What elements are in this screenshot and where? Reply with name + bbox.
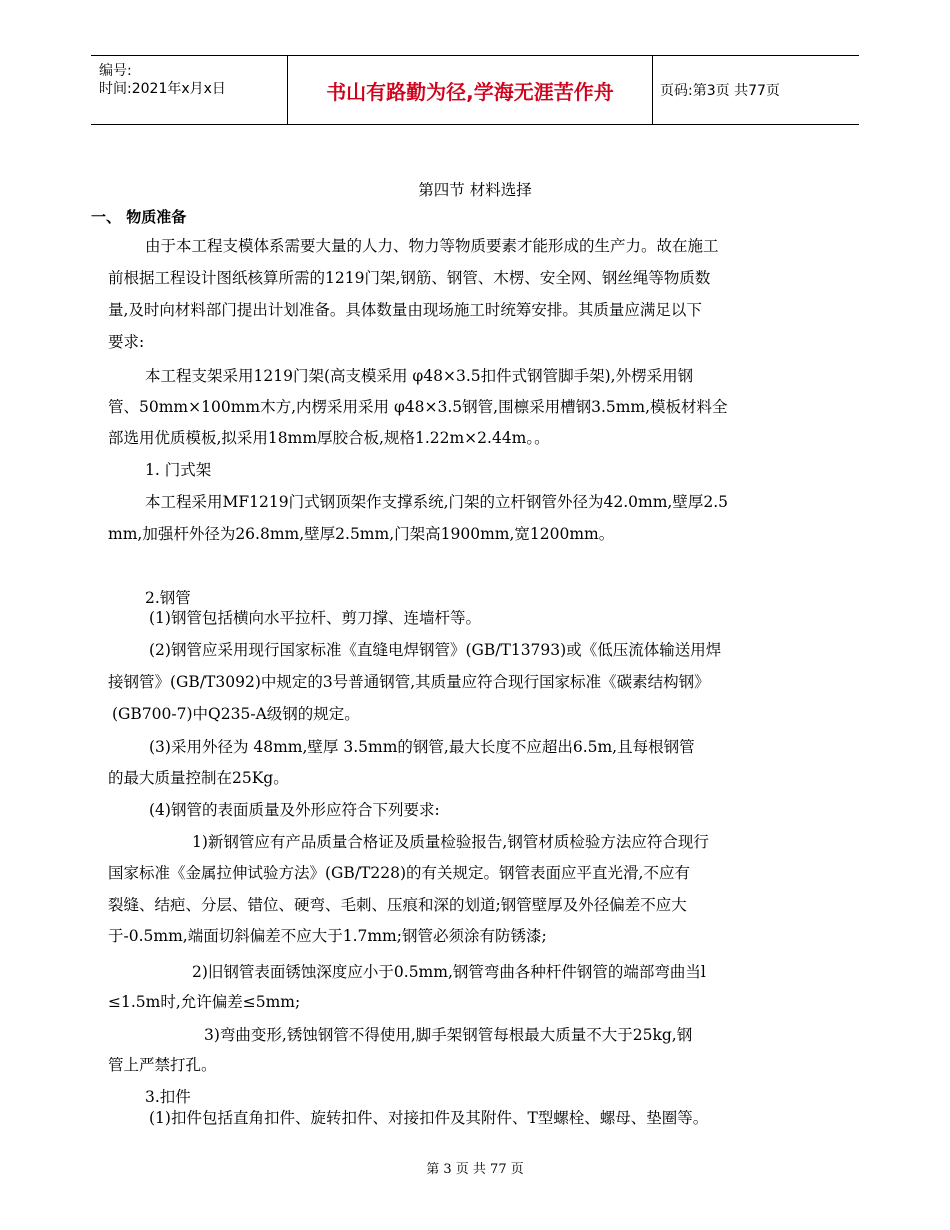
body-line: (GB700-7)中Q235-A级钢的规定。	[112, 705, 360, 723]
body-line: 由于本工程支模体系需要大量的人力、物力等物质要素才能形成的生产力。故在施工	[145, 237, 719, 255]
page-header	[91, 55, 859, 125]
body-line: 量,及时向材料部门提出计划准备。具体数量由现场施工时统筹安排。其质量应满足以下	[108, 301, 702, 319]
header-page-info: 页码:第3页 共77页	[660, 83, 780, 99]
body-line: ≤1.5m时,允许偏差≤5mm;	[108, 993, 301, 1011]
list-item: 2)旧钢管表面锈蚀深度应小于0.5mm,钢管弯曲各种杆件钢管的端部弯曲当l	[192, 963, 706, 981]
header-meta	[91, 56, 287, 124]
body-line: 于-0.5mm,端面切斜偏差不应大于1.7mm;钢管必须涂有防锈漆;	[108, 927, 547, 945]
body-line: 要求:	[108, 333, 145, 351]
body-line: 管、50mm×100mm木方,内楞采用采用 φ48×3.5钢管,围檩采用槽钢3.5mm,模板材料全	[108, 398, 728, 416]
body-line: mm,加强杆外径为26.8mm,壁厚2.5mm,门架高1900mm,宽1200mm。	[108, 525, 615, 543]
body-line: 国家标准《金属拉伸试验方法》(GB/T228)的有关规定。钢管表面应平直光滑,不应有	[108, 864, 690, 882]
header-motto: 书山有路勤为径,学海无涯苦作舟	[326, 79, 614, 104]
header-motto-cell	[287, 56, 653, 124]
list-item: (3)采用外径为 48mm,壁厚 3.5mm的钢管,最大长度不应超出6.5m,且每根钢管	[149, 738, 695, 756]
body-line: 本工程支架采用1219门架(高支模采用 φ48×3.5扣件式钢管脚手架),外楞采用钢	[145, 367, 694, 385]
list-item: (4)钢管的表面质量及外形应符合下列要求:	[149, 801, 440, 819]
list-item: 1)新钢管应有产品质量合格证及质量检验报告,钢管材质检验方法应符合现行	[192, 833, 709, 851]
subheading-steel-pipe: 2.钢管	[145, 589, 191, 607]
page-footer: 第 3 页 共 77 页	[426, 1162, 524, 1177]
section-title: 第四节 材料选择	[418, 181, 532, 199]
body-line: 前根据工程设计图纸核算所需的1219门架,钢筋、钢管、木楞、安全网、钢丝绳等物质数	[108, 269, 711, 287]
subheading-door-frame: 1. 门式架	[145, 461, 212, 479]
list-item: (1)钢管包括横向水平拉杆、剪刀撑、连墙杆等。	[149, 609, 481, 627]
body-line: 本工程采用MF1219门式钢顶架作支撑系统,门架的立杆钢管外径为42.0mm,壁厚2.5	[145, 493, 728, 511]
list-item: (1)扣件包括直角扣件、旋转扣件、对接扣件及其附件、T型螺栓、螺母、垫圈等。	[149, 1109, 709, 1127]
subheading-fasteners: 3.扣件	[145, 1088, 191, 1106]
body-line: 部选用优质模板,拟采用18mm厚胶合板,规格1.22m×2.44m。。	[108, 429, 550, 447]
body-line: 裂缝、结疤、分层、错位、硬弯、毛刺、压痕和深的划道;钢管壁厚及外径偏差不应大	[108, 896, 687, 914]
heading-material-prep: 一、 物质准备	[91, 208, 187, 226]
list-item: (2)钢管应采用现行国家标准《直缝电焊钢管》(GB/T13793)或《低压流体输送用焊	[149, 641, 722, 659]
body-line: 的最大质量控制在25Kg。	[108, 769, 289, 787]
body-line: 接钢管》(GB/T3092)中规定的3号普通钢管,其质量应符合现行国家标准《碳素结构钢》	[108, 673, 710, 691]
list-item: 3)弯曲变形,锈蚀钢管不得使用,脚手架钢管每根最大质量不大于25kg,钢	[204, 1026, 693, 1044]
body-line: 管上严禁打孔。	[108, 1056, 217, 1074]
doc-number-label: 编号:	[99, 63, 132, 79]
doc-time-label: 时间:2021年x月x日	[99, 81, 226, 97]
